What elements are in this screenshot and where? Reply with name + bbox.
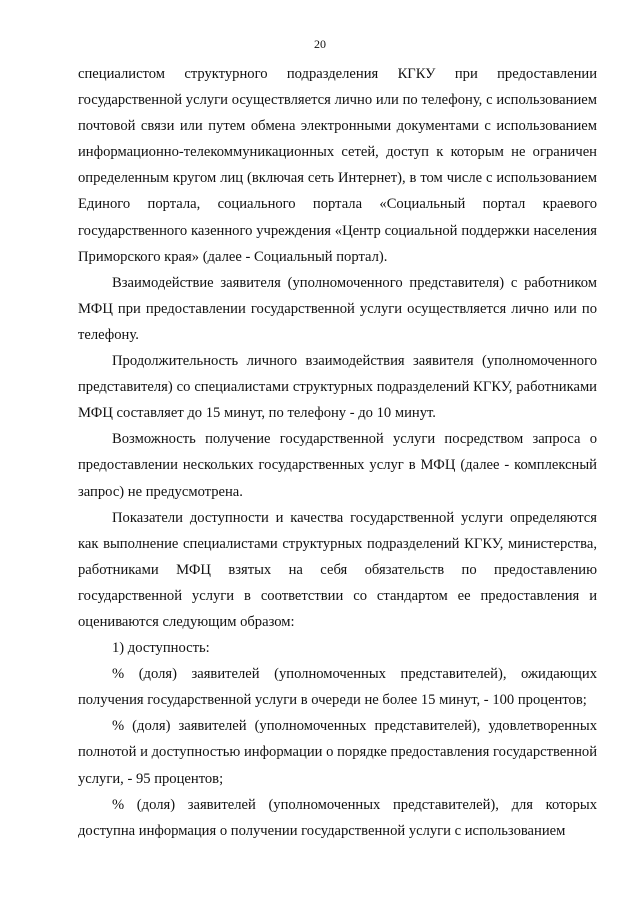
paragraph-satisfaction-indicator: % (доля) заявителей (уполномоченных представителей), удовлетворенных полнотой и доступностью информации о порядке предоставления государственной услуги, - 95 процентов; xyxy=(78,718,597,787)
paragraph-complex-request: Возможность получение государственной услуги посредством запроса о предоставлении нескольких государственных услуг в МФЦ (далее - комплексный запрос) не предусмотрена. xyxy=(78,431,597,500)
paragraph-availability-indicator: % (доля) заявителей (уполномоченных представителей), для которых доступна информация о получении государственной услуги с использованием xyxy=(78,796,597,839)
list-item-accessibility: 1) доступность: xyxy=(112,640,210,657)
paragraph-quality-indicators: Показатели доступности и качества государственной услуги определяются как выполнение специалистами структурных подразделений КГКУ, министерства, работниками МФЦ взятых на себя обязательств по предоставлению государственной услуги в соответствии со стандартом ее предоставления и оцениваются следующим образом: xyxy=(78,509,597,630)
paragraph-continuation: специалистом структурного подразделения КГКУ при предоставлении государственной услуги осуществляется лично или по телефону, с использованием почтовой связи или путем обмена электронными документами с использованием информационно-телекоммуникационных сетей, доступ к которым не ограничен определенным кругом лиц (включая сеть Интернет), в том числе с использованием Единого портала, социального портала «Социальный портал краевого государственного казенного учреждения «Центр социальной поддержки населения Приморского края» (далее - Социальный портал). xyxy=(78,66,597,265)
paragraph-queue-indicator: % (доля) заявителей (уполномоченных представителей), ожидающих получения государственной услуги в очереди не более 15 минут, - 100 процентов; xyxy=(78,666,597,709)
document-body xyxy=(78,61,597,844)
page-number: 20 xyxy=(314,37,326,51)
paragraph-mfc-interaction: Взаимодействие заявителя (уполномоченного представителя) с работником МФЦ при предоставлении государственной услуги осуществляется лично или по телефону. xyxy=(78,274,597,343)
paragraph-duration: Продолжительность личного взаимодействия заявителя (уполномоченного представителя) со специалистами структурных подразделений КГКУ, работниками МФЦ составляет до 15 минут, по телефону - до 10 минут. xyxy=(78,353,597,422)
